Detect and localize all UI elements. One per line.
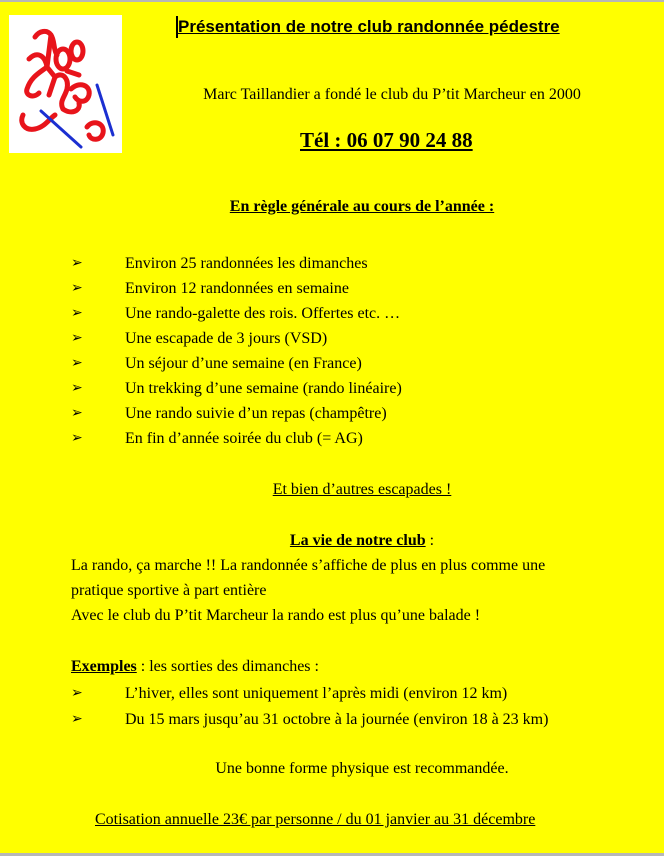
arrow-bullet-icon: ➢ — [71, 356, 83, 371]
club-life-heading — [0, 532, 664, 550]
arrow-bullet-icon: ➢ — [71, 281, 83, 296]
more-escapades-text: Et bien d’autres escapades ! — [272, 481, 452, 498]
general-heading — [0, 198, 664, 216]
fitness-note-text: Une bonne forme physique est recommandée. — [215, 760, 509, 777]
walker-logo-icon — [9, 15, 122, 153]
founder-text: Marc Taillandier a fondé le club du P’tit Marcheur en 2000 — [203, 86, 581, 103]
club-life-heading-colon: : — [425, 532, 435, 549]
club-life-heading-text: La vie de notre club — [289, 532, 426, 549]
club-logo — [9, 15, 122, 153]
fitness-note — [0, 760, 664, 778]
founder-line — [0, 86, 664, 104]
page-title: Présentation de notre club randonnée pédestre — [178, 17, 560, 36]
general-heading-text: En règle générale au cours de l’année : — [229, 198, 495, 215]
arrow-bullet-icon: ➢ — [71, 431, 83, 446]
arrow-bullet-icon: ➢ — [71, 686, 83, 701]
arrow-bullet-icon: ➢ — [71, 406, 83, 421]
examples-label: Exemples — [71, 658, 137, 675]
examples-intro-text: : les sorties des dimanches : — [136, 658, 319, 675]
arrow-bullet-icon: ➢ — [71, 712, 83, 727]
top-border — [0, 0, 664, 2]
phone-number: Tél : 06 07 90 24 88 — [300, 128, 473, 152]
club-life-line-1: La rando, ça marche !! La randonnée s’affiche de plus en plus comme une — [71, 557, 546, 574]
more-escapades — [0, 481, 664, 499]
arrow-bullet-icon: ➢ — [71, 331, 83, 346]
arrow-bullet-icon: ➢ — [71, 306, 83, 321]
club-life-line-2: pratique sportive à part entière — [71, 582, 267, 599]
club-life-line-3: Avec le club du P’tit Marcheur la rando est plus qu’une balade ! — [71, 607, 481, 624]
arrow-bullet-icon: ➢ — [71, 256, 83, 271]
arrow-bullet-icon: ➢ — [71, 381, 83, 396]
examples-intro — [71, 658, 319, 676]
membership-fee: Cotisation annuelle 23€ par personne / du 01 janvier au 31 décembre — [95, 811, 536, 828]
